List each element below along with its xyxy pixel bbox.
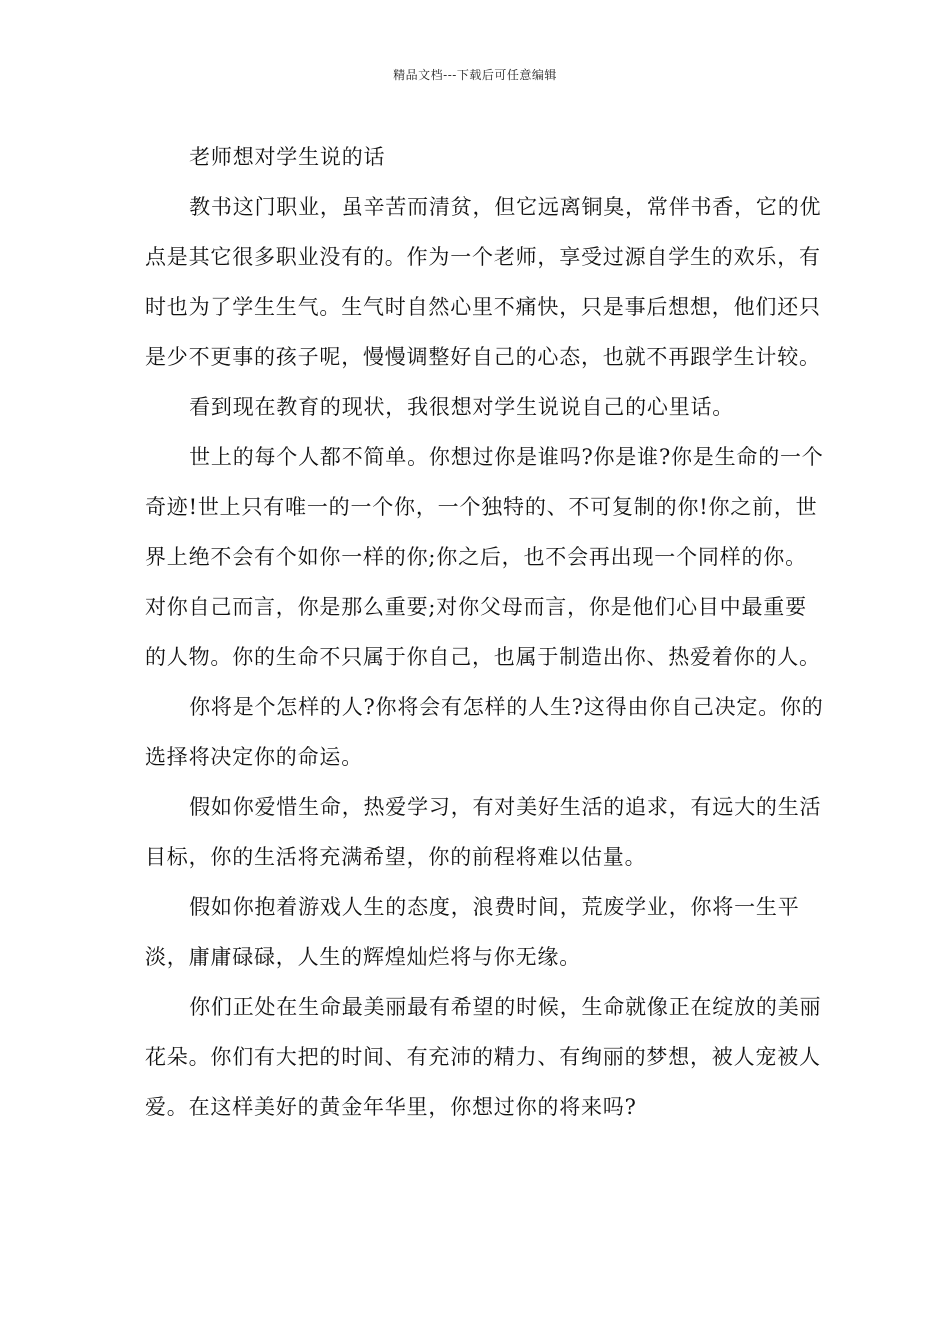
- paragraph: 教书这门职业，虽辛苦而清贫，但它远离铜臭，常伴书香，它的优点是其它很多职业没有的。作为一个老师，享受过源自学生的欢乐，有时也为了学生生气。生气时自然心里不痛快，只是事后想想，他们还只是少不更事的孩子呢，慢慢调整好自己的心态，也就不再跟学生计较。: [145, 195, 822, 369]
- paragraph: 看到现在教育的现状，我很想对学生说说自己的心里话。: [189, 395, 735, 419]
- document-title: 老师想对学生说的话: [189, 145, 386, 169]
- page-header: 精品文档---下载后可任意编辑: [393, 68, 557, 82]
- paragraph: 你们正处在生命最美丽最有希望的时候，生命就像正在绽放的美丽花朵。你们有大把的时间、有充沛的精力、有绚丽的梦想，被人宠被人爱。在这样美好的黄金年华里，你想过你的将来吗?: [145, 995, 822, 1119]
- document-body: [145, 132, 825, 1132]
- paragraph: 你将是个怎样的人?你将会有怎样的人生?这得由你自己决定。你的选择将决定你的命运。: [145, 695, 824, 769]
- paragraph: 假如你抱着游戏人生的态度，浪费时间，荒废学业，你将一生平淡，庸庸碌碌，人生的辉煌灿烂将与你无缘。: [145, 895, 800, 969]
- paragraph: 世上的每个人都不简单。你想过你是谁吗?你是谁?你是生命的一个奇迹!世上只有唯一的一个你，一个独特的、不可复制的你!你之前，世界上绝不会有个如你一样的你;你之后，也不会再出现一个同样的你。对你自己而言，你是那么重要;对你父母而言，你是他们心目中最重要的人物。你的生命不只属于你自己，也属于制造出你、热爱着你的人。: [145, 445, 824, 669]
- paragraph: 假如你爱惜生命，热爱学习，有对美好生活的追求，有远大的生活目标，你的生活将充满希望，你的前程将难以估量。: [145, 795, 822, 869]
